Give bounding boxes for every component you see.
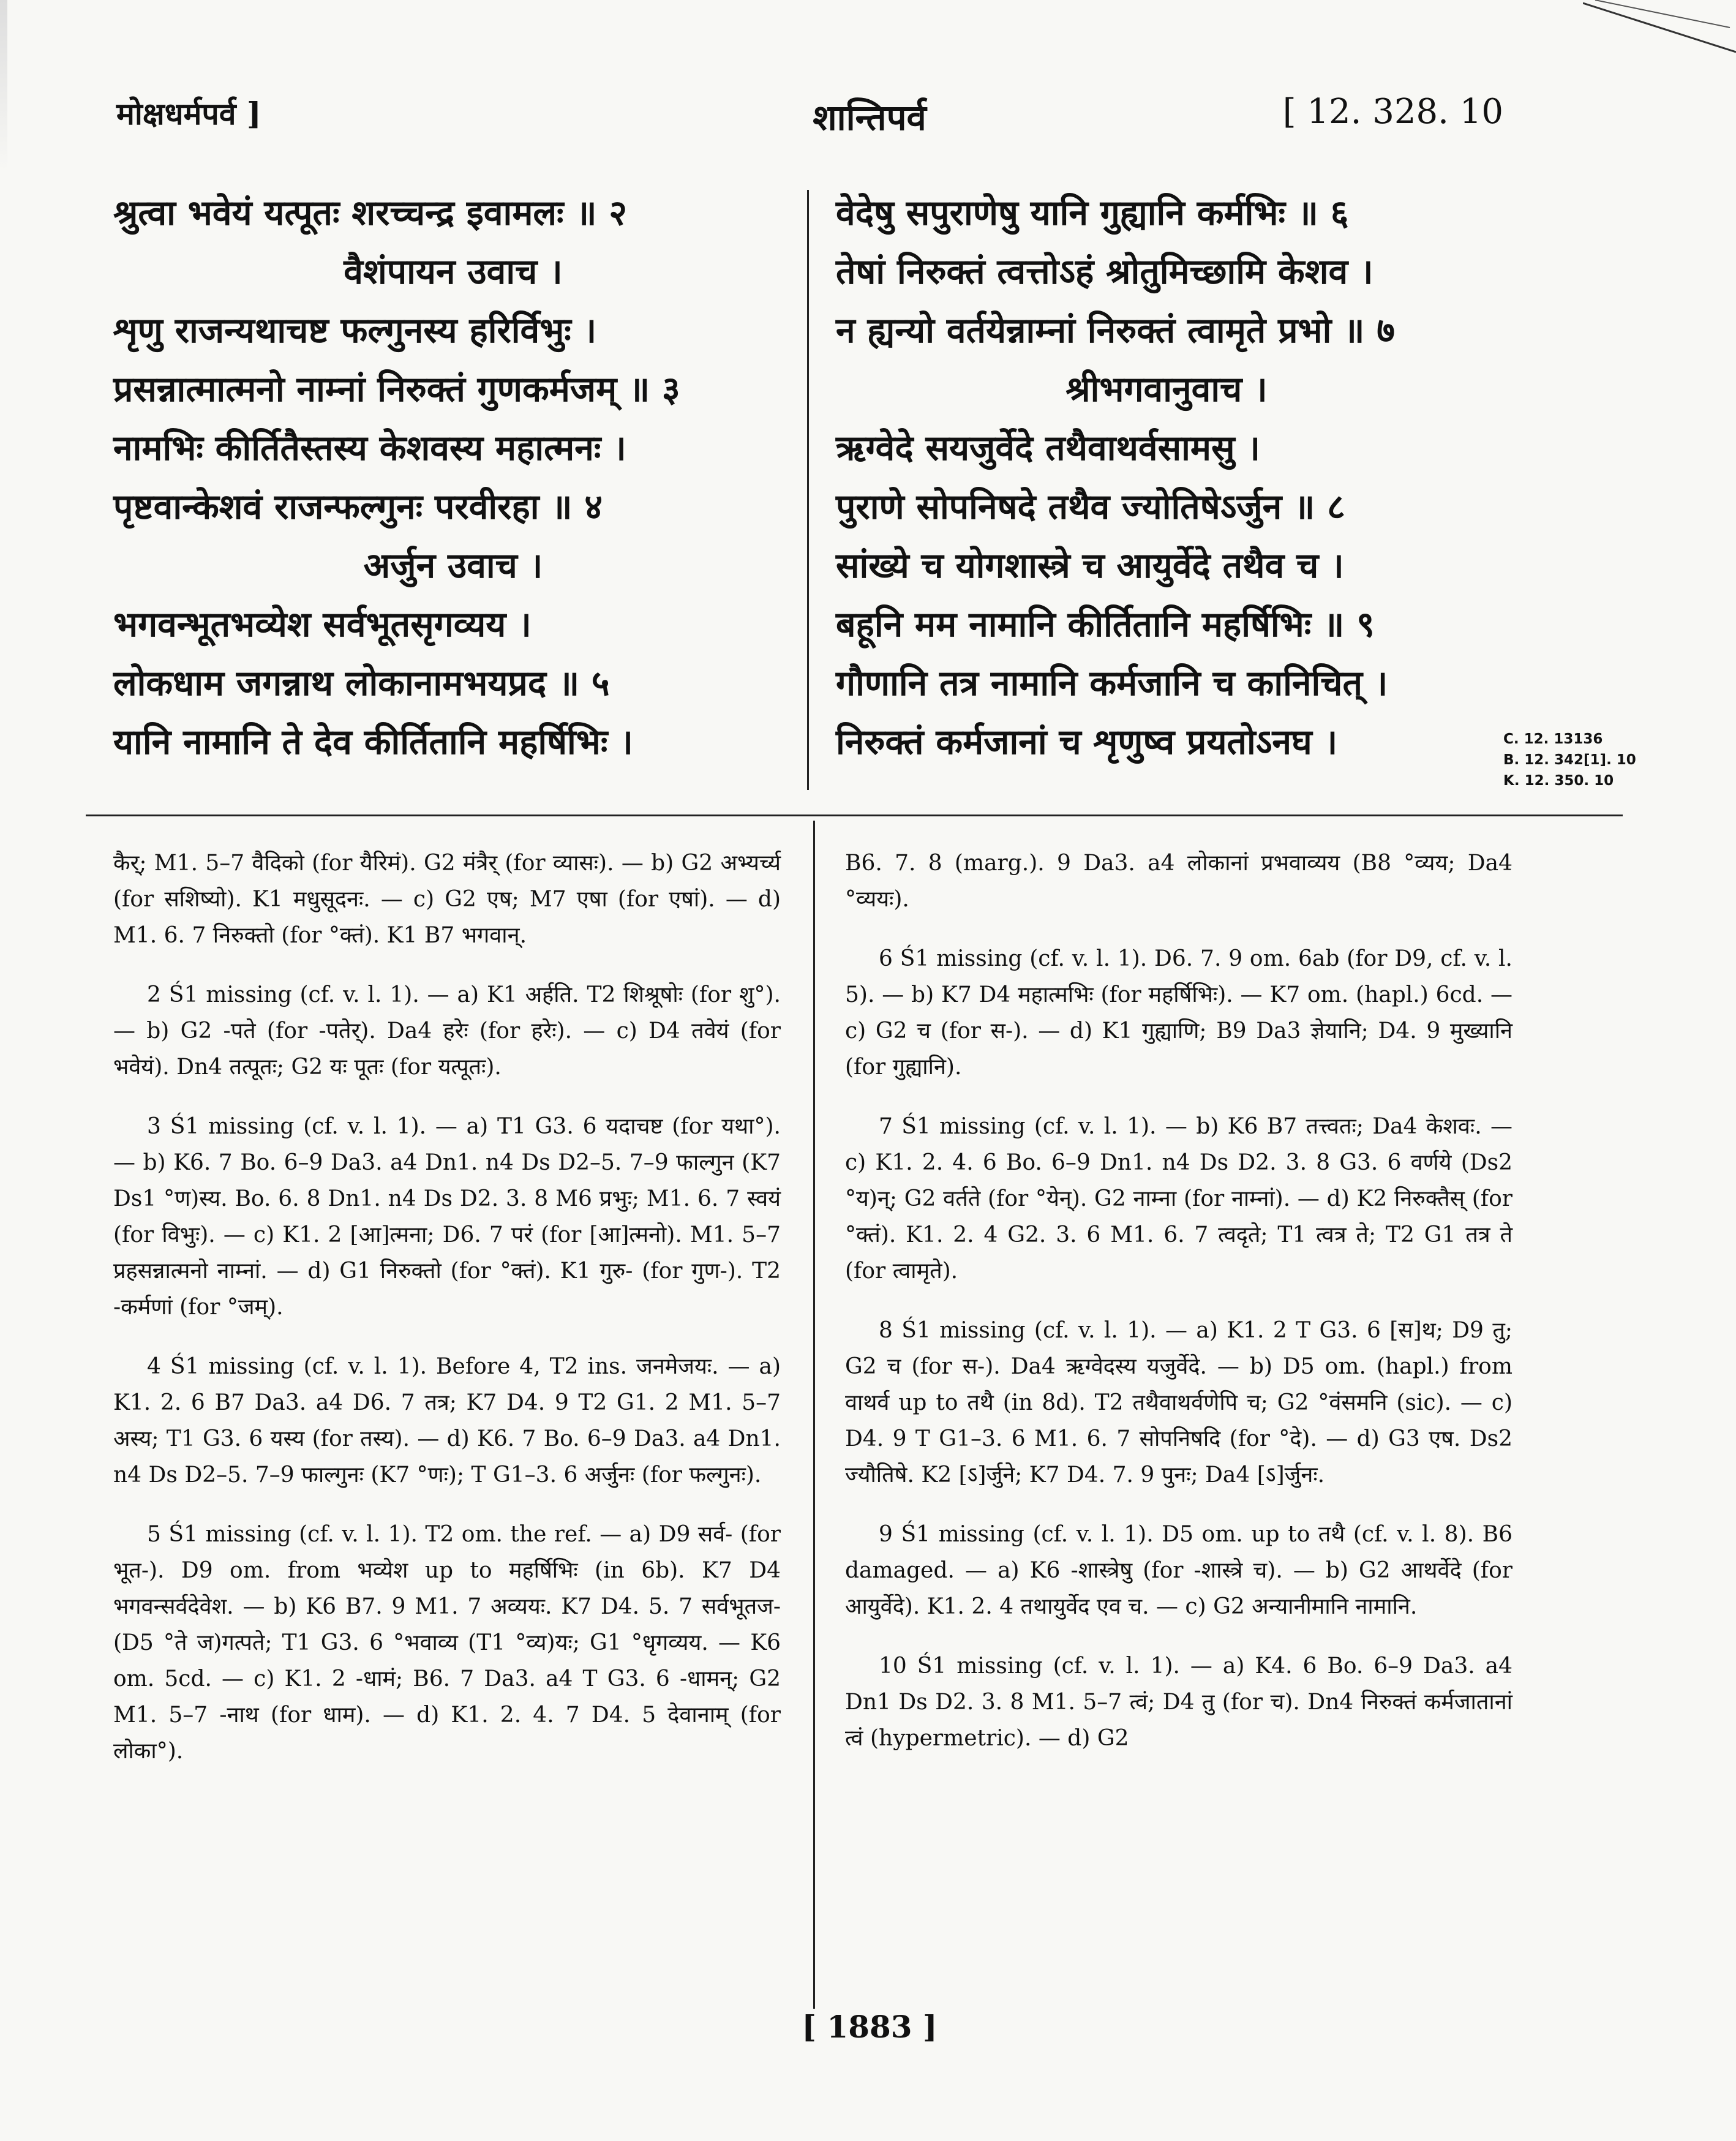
verse-line: वेदेषु सपुराणेषु यानि गुह्यानि कर्मभिः ॥ ६ [836, 192, 1349, 233]
verse-line: पुराणे सोपनिषदे तथैव ज्योतिषेऽर्जुन ॥ ८ [836, 486, 1345, 527]
verse-column-left [113, 184, 793, 772]
apparatus-note: 8 Ś1 missing (cf. v. l. 1). — a) K1. 2 T G3. 6 [स]थ; D9 तु; G2 च (for स-). Da4 ऋग्वेदस्य यजुर्वेदे. — b) D5 om. (hapl.) from वाथर्व up to तथै (in 8d). T2 तथैवाथर्वणेपि च; G2 °वंसमनि (sic). — c) D4. 9 T G1–3. 6 M1. 6. 7 सोपनिषदि (for °दे). — d) G3 एष. Ds2 ज्यौतिषे. K2 [ऽ]र्जुने; K7 D4. 7. 9 पुनः; Da4 [ऽ]र्जुनः. [845, 1318, 1512, 1488]
speaker-heading: श्रीभगवानुवाच । [1065, 369, 1268, 410]
verse-line: भगवन्भूतभव्येश सर्वभूतसृगव्यय । [113, 604, 532, 645]
apparatus-note: 4 Ś1 missing (cf. v. l. 1). Before 4, T2 ins. जनमेजयः. — a) K1. 2. 6 B7 Da3. a4 D6. 7 तत्र; K7 D4. 9 T2 G1. 2 M1. 5–7 अस्य; T1 G3. 6 यस्य (for तस्य). — d) K6. 7 Bo. 6–9 Da3. a4 Dn1. n4 Ds D2–5. 7–9 फाल्गुनः (K7 °णः); T G1–3. 6 अर्जुनः (for फल्गुनः). [113, 1354, 781, 1488]
header-reference: [ 12. 328. 10 [1282, 92, 1503, 132]
concordance-references [1503, 729, 1636, 791]
verse-line: तेषां निरुक्तं त्वत्तोऽहं श्रोतुमिच्छामि केशव । [836, 251, 1373, 292]
apparatus-divider [86, 815, 1623, 816]
apparatus-note: B6. 7. 8 (marg.). 9 Da3. a4 लोकानां प्रभवाव्यय (B8 °व्यय; Da4 °व्ययः). [845, 851, 1512, 912]
apparatus-note: 6 Ś1 missing (cf. v. l. 1). D6. 7. 9 om. 6ab (for D9, cf. v. l. 5). — b) K7 D4 महात्मभिः (for महर्षिभिः). — K7 om. (hapl.) 6cd. — c) G2 च (for स-). — d) K1 गुह्याणि; B9 Da3 ज्ञेयानि; D4. 9 मुख्यानि (for गुह्यानि). [845, 946, 1512, 1080]
verse-line: श्रुत्वा भवेयं यत्पूतः शरच्चन्द्र इवामलः ॥ २ [113, 192, 628, 233]
concordance-line: B. 12. 342[1]. 10 [1503, 752, 1636, 768]
scan-edge-shadow [0, 0, 7, 171]
speaker-heading: वैशंपायन उवाच । [344, 251, 563, 292]
apparatus-note: 9 Ś1 missing (cf. v. l. 1). D5 om. up to तथै (cf. v. l. 8). B6 damaged. — a) K6 -शास्त्रेषु (for -शास्त्रे च). — b) G2 आथर्वेदे (for आयुर्वेदे). K1. 2. 4 तथायुर्वेद एव च. — c) G2 अन्यानीमानि नामानि. [845, 1522, 1512, 1619]
verse-line: गौणानि तत्र नामानि कर्मजानि च कानिचित् । [836, 663, 1388, 704]
concordance-line: C. 12. 13136 [1503, 731, 1603, 747]
verse-line: यानि नामानि ते देव कीर्तितानि महर्षिभिः । [113, 721, 633, 762]
verse-line: प्रसन्नात्मात्मनो नाम्नां निरुक्तं गुणकर्मजम् ॥ ३ [113, 369, 680, 410]
verse-line: शृणु राजन्यथाचष्ट फल्गुनस्य हरिर्विभुः । [113, 310, 597, 351]
verse-line: निरुक्तं कर्मजानां च शृणुष्व प्रयतोऽनघ । [836, 721, 1338, 762]
verse-line: ऋग्वेदे सयजुर्वेदे तथैवाथर्वसामसु । [836, 427, 1260, 468]
verse-line: न ह्यन्यो वर्तयेन्नाम्नां निरुक्तं त्वामृते प्रभो ॥ ७ [836, 310, 1395, 351]
apparatus-column-right [845, 845, 1512, 1780]
apparatus-column-divider [813, 821, 815, 2009]
verse-line: बहूनि मम नामानि कीर्तितानि महर्षिभिः ॥ ९ [836, 604, 1375, 645]
apparatus-note: 3 Ś1 missing (cf. v. l. 1). — a) T1 G3. 6 यदाचष्ट (for यथा°). — b) K6. 7 Bo. 6–9 Da3. a4 Dn1. n4 Ds D2–5. 7–9 फाल्गुन (K7 Ds1 °ण)स्य. Bo. 6. 8 Dn1. n4 Ds D2. 3. 8 M6 प्रभुः; M1. 6. 7 स्वयं (for विभुः). — c) K1. 2 [आ]त्मना; D6. 7 परं (for [आ]त्मनो). M1. 5–7 प्रहसन्नात्मनो नाम्नां. — d) G1 निरुक्तो (for °क्तं). K1 गुरु- (for गुण-). T2 -कर्मणां (for °जम्). [113, 1114, 781, 1320]
verse-line: पृष्टवान्केशवं राजन्फल्गुनः परवीरहा ॥ ४ [113, 486, 603, 527]
page-number: [ 1883 ] [802, 2009, 938, 2045]
header-section-title: मोक्षधर्मपर्व ] [116, 96, 261, 132]
concordance-line: K. 12. 350. 10 [1503, 773, 1614, 789]
verse-column-right [836, 184, 1497, 772]
verse-column-divider [807, 190, 809, 790]
apparatus-note: 2 Ś1 missing (cf. v. l. 1). — a) K1 अर्हति. T2 शिश्रूषोः (for शु°). — b) G2 -पते (for -पतेर्). Da4 हरेः (for हरेः). — c) D4 तवेयं (for भवेयं). Dn4 तत्पूतः; G2 यः पूतः (for यत्पूतः). [113, 982, 781, 1080]
verse-line: नामभिः कीर्तितैस्तस्य केशवस्य महात्मनः । [113, 427, 626, 468]
header-book-title: शान्तिपर्व [813, 97, 926, 138]
verse-line: सांख्ये च योगशास्त्रे च आयुर्वेदे तथैव च । [836, 545, 1344, 586]
apparatus-note: कैर्; M1. 5–7 वैदिको (for यैरिमं). G2 मंत्रैर् (for व्यासः). — b) G2 अभ्यर्च्य (for सशिष्यो). K1 मधुसूदनः. — c) G2 एष; M7 एषा (for एषां). — d) M1. 6. 7 निरुक्तो (for °क्तं). K1 B7 भगवान्. [113, 851, 781, 948]
verse-line: लोकधाम जगन्नाथ लोकानामभयप्रद ॥ ५ [113, 663, 610, 704]
apparatus-column-left [113, 845, 781, 1793]
speaker-heading: अर्जुन उवाच । [363, 545, 543, 586]
apparatus-note: 10 Ś1 missing (cf. v. l. 1). — a) K4. 6 Bo. 6–9 Da3. a4 Dn1 Ds D2. 3. 8 M1. 5–7 त्वं; D4 तु (for च). Dn4 निरुक्तं कर्मजातानां त्वं (hypermetric). — d) G2 [845, 1654, 1512, 1751]
apparatus-note: 7 Ś1 missing (cf. v. l. 1). — b) K6 B7 तत्त्वतः; Da4 केशवः. — c) K1. 2. 4. 6 Bo. 6–9 Dn1. n4 Ds D2. 3. 8 G3. 6 वर्णये (Ds2 °य)न्; G2 वर्तते (for °येन्). G2 नाम्ना (for नाम्नां). — d) K2 निरुक्तैस् (for °क्तं). K1. 2. 4 G2. 3. 6 M1. 6. 7 त्वदृते; T1 त्वत्र ते; T2 G1 तत्र ते (for त्वामृते). [845, 1114, 1512, 1284]
corner-scan-mark [1583, 0, 1736, 61]
apparatus-note: 5 Ś1 missing (cf. v. l. 1). T2 om. the ref. — a) D9 सर्व- (for भूत-). D9 om. from भव्येश up to महर्षिभिः (in 6b). K7 D4 भगवन्सर्वदेवेश. — b) K6 B7. 9 M1. 7 अव्ययः. K7 D4. 5. 7 सर्वभूतज- (D5 °ते ज)गत्पते; T1 G3. 6 °भवाव्य (T1 °व्य)यः; G1 °धृगव्यय. — K6 om. 5cd. — c) K1. 2 -धामं; B6. 7 Da3. a4 T G3. 6 -धामन्; G2 M1. 5–7 -नाथ (for धाम). — d) K1. 2. 4. 7 D4. 5 देवानाम् (for लोका°). [113, 1522, 781, 1764]
